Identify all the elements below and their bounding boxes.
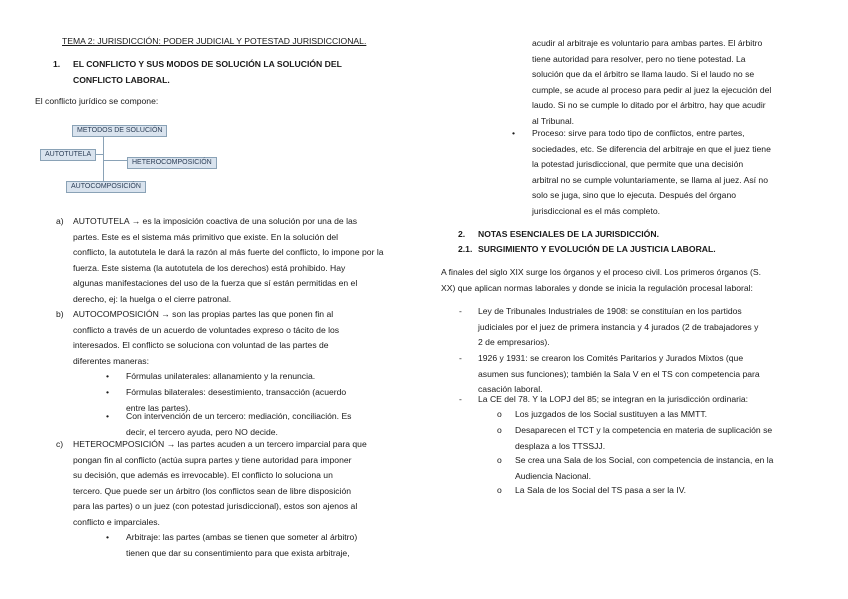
item-c-text — [73, 437, 413, 531]
text-line: Desaparecen el TCT y la competencia en materia de suplicación se — [515, 425, 773, 435]
text-line: la potestad jurisdiccional, que permite que una decisión — [532, 159, 744, 170]
text-line: derecho, ej: la huelga o el cierre patronal. — [73, 293, 232, 304]
text-line: A finales del siglo XIX surge los órganos y el proceso civil. Los primeros órganos (S. — [441, 267, 762, 277]
text-line: diferentes maneras: — [73, 355, 149, 366]
text-line: XX) que aplican normas laborales y donde se inicia la regulación procesal laboral: — [441, 282, 753, 293]
circle-marker: o — [497, 425, 502, 435]
bullet-icon: • — [106, 411, 110, 421]
text-line: tienen que dar su consentimiento para que exista arbitraje, — [126, 547, 350, 558]
text-line: laudo. Si no se cumple lo ditado por el árbitro, hay que acudir — [532, 100, 766, 111]
solution-methods-diagram — [38, 122, 218, 194]
arbitraje-continuation — [532, 36, 832, 130]
text-line: Se crea una Sala de los Social, con competencia de instancia, en la — [515, 455, 774, 465]
text-line: al Tribunal. — [532, 115, 575, 126]
text-line: Fórmulas bilaterales: desestimiento, transacción (acuerdo — [126, 387, 347, 397]
text-line: judiciales por el juez de primera instancia y 4 jurados (2 de trabajadores y — [478, 321, 759, 332]
diagram-connector — [103, 133, 104, 185]
text-line: AUTOTUTELA → es la imposición coactiva de una solución por una de las — [73, 216, 358, 226]
text-line: pongan fin al conflicto (actúa supra partes y tiene autoridad para imponer — [73, 454, 352, 465]
item-b-text — [73, 307, 413, 369]
text-line: su decisión, que además es irrevocable). El conflicto lo soluciona un — [73, 470, 333, 481]
section-1-heading — [73, 57, 403, 88]
bullet-item-arbitraje — [126, 530, 416, 561]
text-line: asumen sus funciones); también la Sala V en el TS con competencia para — [478, 368, 760, 379]
dash-marker: - — [459, 353, 462, 363]
item-b-marker: b) — [56, 309, 64, 319]
text-line: decir, el tercero ayuda, pero NO decide. — [126, 426, 278, 437]
section-1-heading-line: EL CONFLICTO Y SUS MODOS DE SOLUCIÓN LA SOLUCIÓN DEL — [73, 59, 342, 69]
text-line: interesados. El conflicto se soluciona con voluntad de las partes de — [73, 340, 329, 351]
page-title: TEMA 2: JURISDICCIÓN: PODER JUDICIAL Y POTESTAD JURISDICCIONAL. — [62, 36, 367, 46]
text-line: tiene autoridad para resolver, pero no tiene potestad. La — [532, 53, 746, 64]
section-2-heading: NOTAS ESENCIALES DE LA JURISDICCIÓN. — [478, 229, 659, 239]
text-line: entre las partes). — [126, 402, 191, 413]
text-line: desplaza a los TTSSJJ. — [515, 440, 606, 451]
bullet-item-proceso — [532, 126, 832, 220]
text-line: AUTOCOMPOSICIÓN → son las propias partes las que ponen fin al — [73, 309, 334, 319]
dash-item — [478, 304, 838, 351]
text-line: fuerza. Este sistema (la autotutela de los derechos) está prohibido. Hay — [73, 262, 346, 273]
dash-item — [478, 351, 838, 398]
section-2-1-number: 2.1. — [458, 244, 473, 254]
section-2-number: 2. — [458, 229, 466, 239]
text-line: Fórmulas unilaterales: allanamiento y la renuncia. — [126, 371, 316, 381]
text-line: 1926 y 1931: se crearon los Comités Paritarios y Jurados Mixtos (que — [478, 353, 744, 363]
text-line: para las partes) o un juez (con potestad jurisdiccional), estos son ajenos al — [73, 501, 358, 512]
text-line: algunas manifestaciones del uso de la fuerza que sí están permitidas en el — [73, 278, 358, 289]
text-line: Proceso: sirve para todo tipo de conflictos, entre partes, — [532, 128, 745, 138]
circle-item — [515, 483, 840, 499]
text-line: casación laboral. — [478, 384, 543, 395]
text-line: conflicto a través de un acuerdo de voluntades expreso o tácito de los — [73, 324, 340, 335]
text-line: jurisdiccional es el más completo. — [532, 205, 661, 216]
bullet-item — [126, 369, 411, 385]
text-line: conflicto, la autotutela le dará la razón al más fuerte del conflicto, lo impone por la — [73, 247, 384, 258]
section-1-number: 1. — [53, 59, 61, 69]
text-line: solución que da el árbitro se llama laudo. Si el laudo no se — [532, 69, 755, 80]
text-line: Los juzgados de los Social sustituyen a las MMTT. — [515, 409, 708, 419]
text-line: acudir al arbitraje es voluntario para ambas partes. El árbitro — [532, 38, 763, 48]
text-line: Audiencia Nacional. — [515, 470, 591, 481]
text-line: solo se juga, sino que lo ejecuta. Después del órgano — [532, 190, 737, 201]
text-line: La Sala de los Social del TS pasa a ser la IV. — [515, 485, 687, 495]
text-line: 2 de empresarios). — [478, 337, 550, 348]
dash-item — [478, 392, 838, 408]
text-line: sociedades, etc. Se diferencia del arbitraje en que el juez tiene — [532, 143, 771, 154]
circle-item — [515, 423, 840, 454]
text-line: Con intervención de un tercero: mediación, conciliación. Es — [126, 411, 352, 421]
text-line: Arbitraje: las partes (ambas se tienen que someter al árbitro) — [126, 532, 358, 542]
circle-marker: o — [497, 455, 502, 465]
text-line: tercero. Que puede ser un árbitro (los conflictos sean de libre disposición — [73, 485, 352, 496]
intro-text: El conflicto jurídico se compone: — [35, 96, 159, 106]
bullet-icon: • — [106, 387, 110, 397]
dash-marker: - — [459, 394, 462, 404]
text-line: arbitral no se cumple voluntariamente, se llama al juez. Así no — [532, 174, 768, 185]
text-line: conflicto e imparciales. — [73, 516, 160, 527]
text-line: Ley de Tribunales Industriales de 1908: se constituían en los partidos — [478, 306, 742, 316]
section-1-heading-line: CONFLICTO LABORAL. — [73, 74, 170, 85]
diagram-box-autotutela: AUTOTUTELA — [40, 149, 96, 161]
item-a-text — [73, 214, 413, 308]
diagram-box-heterocomposicion: HETEROCOMPOSICIÓN — [127, 157, 217, 169]
circle-item — [515, 407, 840, 423]
circle-marker: o — [497, 409, 502, 419]
circle-marker: o — [497, 485, 502, 495]
text-line: partes. Este es el sistema más primitivo que existe. En la solución del — [73, 231, 339, 242]
text-line: cumple, se acude al proceso para pedir al juez la ejecución del — [532, 84, 772, 95]
diagram-box-autocomposicion: AUTOCOMPOSICIÓN — [66, 181, 146, 193]
bullet-icon: • — [106, 371, 110, 381]
item-c-marker: c) — [56, 439, 64, 449]
section-2-1-heading: SURGIMIENTO Y EVOLUCIÓN DE LA JUSTICIA LABORAL. — [478, 244, 716, 254]
bullet-item — [126, 409, 411, 440]
circle-item — [515, 453, 840, 484]
item-a-marker: a) — [56, 216, 64, 226]
diagram-connector — [103, 160, 127, 161]
bullet-icon: • — [106, 532, 110, 542]
section-2-1-paragraph — [441, 265, 841, 296]
text-line: La CE del 78. Y la LOPJ del 85; se integran en la jurisdicción ordinaria: — [478, 394, 749, 404]
dash-marker: - — [459, 306, 462, 316]
text-line: HETEROCMPOSICIÓN → las partes acuden a un tercero imparcial para que — [73, 439, 367, 449]
diagram-box-metodos: METODOS DE SOLUCIÓN — [72, 125, 167, 137]
bullet-icon: • — [512, 128, 516, 138]
